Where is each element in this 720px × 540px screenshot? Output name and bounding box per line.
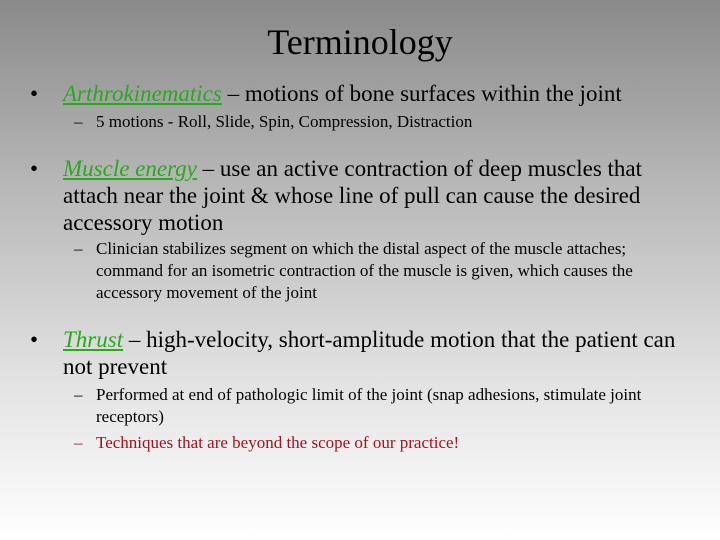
- sub-bullet-performed: [74, 384, 684, 428]
- bullet-text: [63, 326, 690, 380]
- term-muscle-energy: Muscle energy: [63, 156, 197, 181]
- sub-dash: –: [74, 433, 83, 452]
- definition-thrust: – high-velocity, short-amplitude motion that the patient can not prevent: [63, 327, 676, 379]
- sub-text: Clinician stabilizes segment on which the distal aspect of the muscle attaches; command for an isometric contraction of the muscle is given, which causes the accessory movement of the joint: [96, 239, 633, 302]
- sub-text: 5 motions - Roll, Slide, Spin, Compression, Distraction: [96, 112, 473, 131]
- term-arthrokinematics: Arthrokinematics: [63, 81, 222, 106]
- bullet-text: [63, 80, 690, 107]
- slide-title: Terminology: [267, 22, 453, 62]
- sub-dash: –: [74, 385, 83, 404]
- bullet-muscle-energy: [30, 155, 690, 236]
- definition-muscle-energy: – use an active contraction of deep muscles that attach near the joint & whose line of pull can cause the desired accessory motion: [63, 156, 643, 235]
- bullet-dot: •: [30, 156, 39, 181]
- sub-bullet-techniques: [74, 432, 684, 454]
- bullet-dot: •: [30, 81, 39, 106]
- bullet-arthrokinematics: [30, 80, 690, 107]
- sub-text-highlight: Techniques that are beyond the scope of our practice!: [96, 433, 460, 452]
- bullet-thrust: [30, 326, 690, 380]
- sub-dash: –: [74, 239, 83, 258]
- sub-dash: –: [74, 112, 83, 131]
- term-thrust: Thrust: [63, 327, 124, 352]
- definition-arthrokinematics: – motions of bone surfaces within the joint: [221, 81, 622, 106]
- bullet-text: [63, 155, 690, 236]
- sub-text: Performed at end of pathologic limit of the joint (snap adhesions, stimulate joint receptors): [96, 385, 642, 426]
- sub-bullet-clinician: [74, 238, 684, 304]
- bullet-dot: •: [30, 327, 39, 352]
- sub-bullet-motions: [74, 111, 684, 133]
